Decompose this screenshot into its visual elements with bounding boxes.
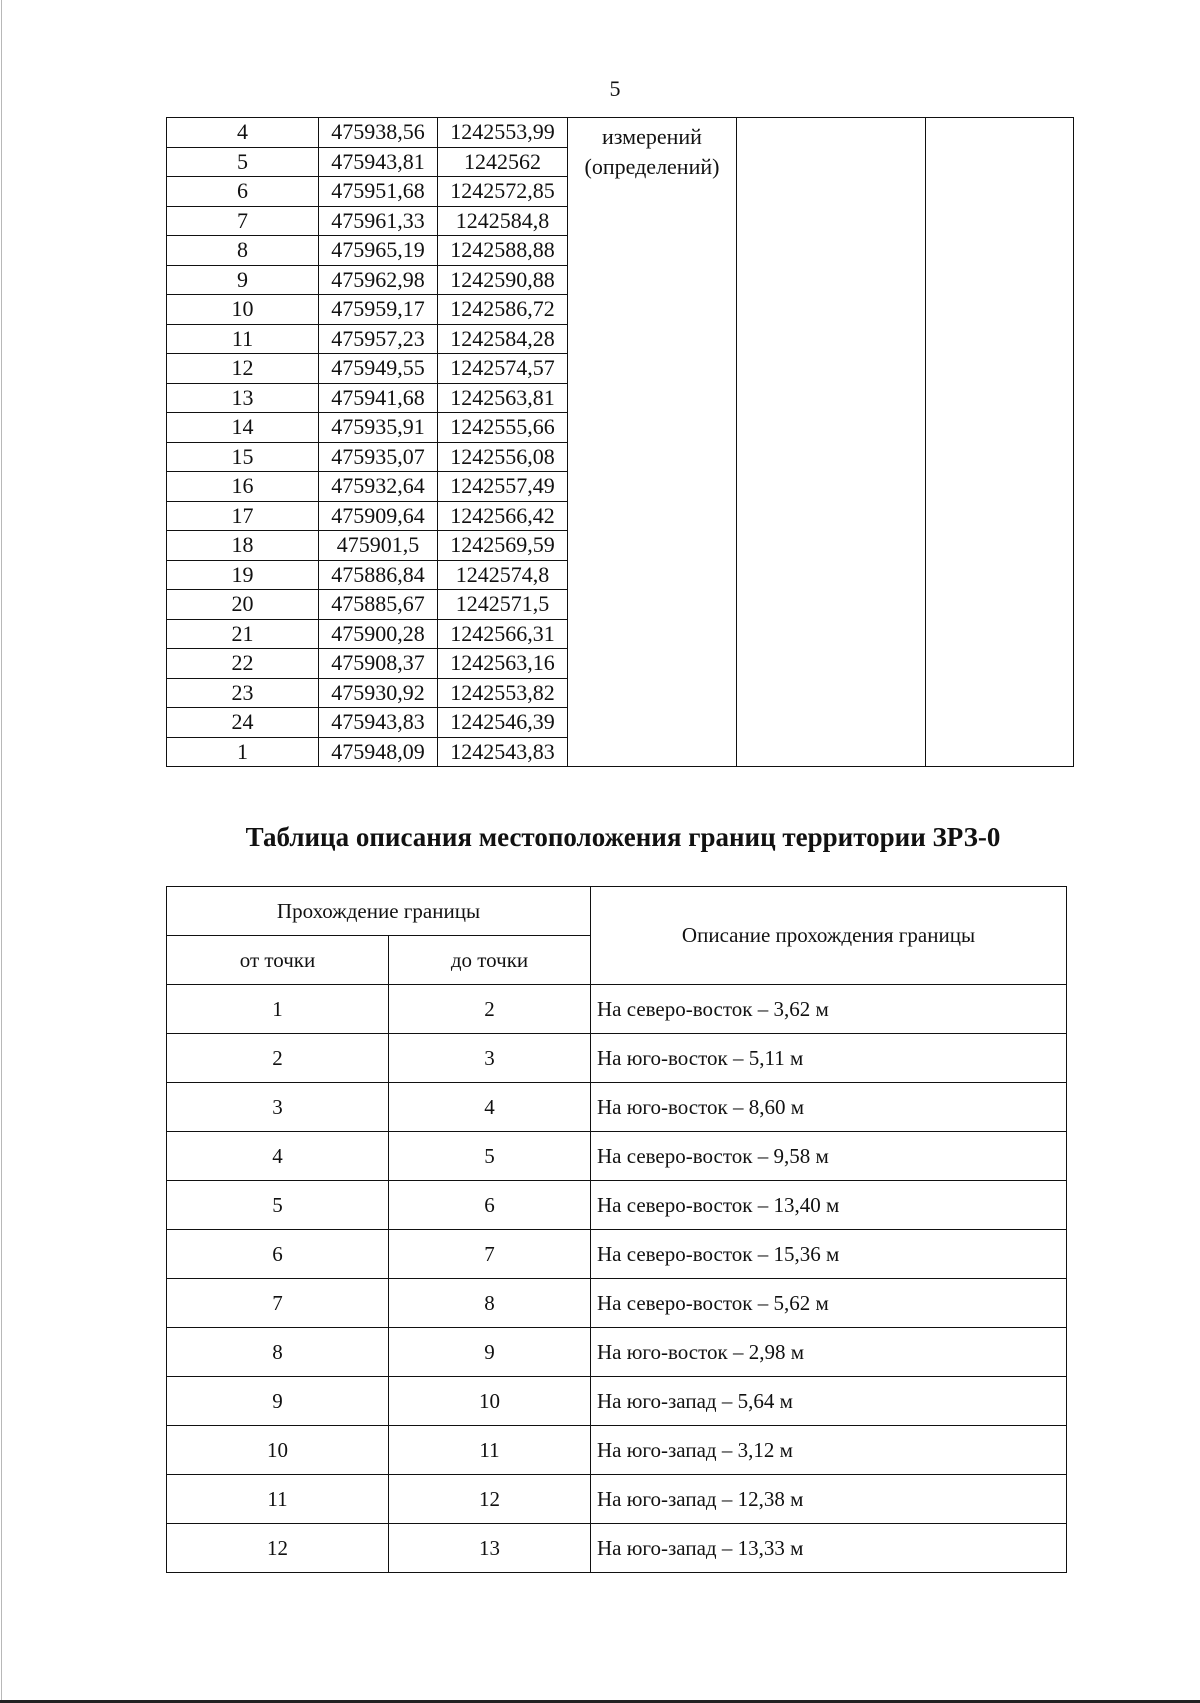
x-coordinate-cell: 475935,91 — [319, 413, 438, 443]
point-number-cell: 1 — [167, 737, 319, 767]
x-coordinate-cell: 475935,07 — [319, 442, 438, 472]
boundary-row — [167, 1524, 1067, 1573]
method-cell — [568, 118, 737, 767]
boundary-row — [167, 1132, 1067, 1181]
point-number-cell: 10 — [167, 295, 319, 325]
point-number-cell: 17 — [167, 501, 319, 531]
boundary-row — [167, 1083, 1067, 1132]
x-coordinate-cell: 475908,37 — [319, 649, 438, 679]
header-boundary-passage: Прохождение границы — [167, 887, 591, 936]
y-coordinate-cell: 1242588,88 — [438, 236, 568, 266]
description-cell: На юго-запад – 5,64 м — [591, 1377, 1067, 1426]
from-point-cell: 4 — [167, 1132, 389, 1181]
to-point-cell: 2 — [389, 985, 591, 1034]
boundary-row — [167, 1377, 1067, 1426]
y-coordinate-cell: 1242553,82 — [438, 678, 568, 708]
x-coordinate-cell: 475886,84 — [319, 560, 438, 590]
point-number-cell: 19 — [167, 560, 319, 590]
header-row — [167, 887, 1067, 936]
from-point-cell: 11 — [167, 1475, 389, 1524]
x-coordinate-cell: 475930,92 — [319, 678, 438, 708]
y-coordinate-cell: 1242543,83 — [438, 737, 568, 767]
x-coordinate-cell: 475951,68 — [319, 177, 438, 207]
point-number-cell: 4 — [167, 118, 319, 148]
y-coordinate-cell: 1242566,31 — [438, 619, 568, 649]
to-point-cell: 4 — [389, 1083, 591, 1132]
to-point-cell: 10 — [389, 1377, 591, 1426]
header-from-point: от точки — [167, 936, 389, 985]
to-point-cell: 13 — [389, 1524, 591, 1573]
boundary-row — [167, 1181, 1067, 1230]
x-coordinate-cell: 475900,28 — [319, 619, 438, 649]
point-number-cell: 23 — [167, 678, 319, 708]
point-number-cell: 16 — [167, 472, 319, 502]
y-coordinate-cell: 1242556,08 — [438, 442, 568, 472]
point-number-cell: 11 — [167, 324, 319, 354]
to-point-cell: 9 — [389, 1328, 591, 1377]
x-coordinate-cell: 475961,33 — [319, 206, 438, 236]
y-coordinate-cell: 1242584,28 — [438, 324, 568, 354]
y-coordinate-cell: 1242569,59 — [438, 531, 568, 561]
table-title: Таблица описания местоположения границ территории ЗРЗ-0 — [245, 822, 1001, 852]
x-coordinate-cell: 475941,68 — [319, 383, 438, 413]
x-coordinate-cell: 475962,98 — [319, 265, 438, 295]
x-coordinate-cell: 475965,19 — [319, 236, 438, 266]
x-coordinate-cell: 475932,64 — [319, 472, 438, 502]
header-description: Описание прохождения границы — [591, 887, 1067, 985]
from-point-cell: 8 — [167, 1328, 389, 1377]
y-coordinate-cell: 1242563,81 — [438, 383, 568, 413]
point-number-cell: 15 — [167, 442, 319, 472]
coordinates-table-body — [167, 118, 1074, 767]
from-point-cell: 3 — [167, 1083, 389, 1132]
description-cell: На северо-восток – 3,62 м — [591, 985, 1067, 1034]
description-cell: На юго-восток – 2,98 м — [591, 1328, 1067, 1377]
x-coordinate-cell: 475901,5 — [319, 531, 438, 561]
description-cell: На юго-запад – 13,33 м — [591, 1524, 1067, 1573]
boundary-description-body — [167, 985, 1067, 1573]
point-number-cell: 12 — [167, 354, 319, 384]
description-cell: На северо-восток – 13,40 м — [591, 1181, 1067, 1230]
x-coordinate-cell: 475957,23 — [319, 324, 438, 354]
to-point-cell: 12 — [389, 1475, 591, 1524]
boundary-row — [167, 1328, 1067, 1377]
to-point-cell: 6 — [389, 1181, 591, 1230]
description-cell: На юго-запад – 12,38 м — [591, 1475, 1067, 1524]
to-point-cell: 5 — [389, 1132, 591, 1181]
point-number-cell: 13 — [167, 383, 319, 413]
y-coordinate-cell: 1242571,5 — [438, 590, 568, 620]
point-number-cell: 14 — [167, 413, 319, 443]
y-coordinate-cell: 1242555,66 — [438, 413, 568, 443]
x-coordinate-cell: 475949,55 — [319, 354, 438, 384]
y-coordinate-cell: 1242566,42 — [438, 501, 568, 531]
from-point-cell: 9 — [167, 1377, 389, 1426]
boundary-row — [167, 985, 1067, 1034]
from-point-cell: 7 — [167, 1279, 389, 1328]
description-cell: На северо-восток – 9,58 м — [591, 1132, 1067, 1181]
x-coordinate-cell: 475959,17 — [319, 295, 438, 325]
description-cell: На северо-восток – 15,36 м — [591, 1230, 1067, 1279]
description-cell: На юго-восток – 5,11 м — [591, 1034, 1067, 1083]
method-text-line: измерений — [602, 124, 702, 149]
coordinates-table — [166, 117, 1074, 767]
y-coordinate-cell: 1242563,16 — [438, 649, 568, 679]
coord-row — [167, 118, 1074, 148]
y-coordinate-cell: 1242553,99 — [438, 118, 568, 148]
header-to-point: до точки — [389, 936, 591, 985]
point-number-cell: 7 — [167, 206, 319, 236]
y-coordinate-cell: 1242546,39 — [438, 708, 568, 738]
x-coordinate-cell: 475885,67 — [319, 590, 438, 620]
to-point-cell: 11 — [389, 1426, 591, 1475]
boundary-row — [167, 1426, 1067, 1475]
point-number-cell: 8 — [167, 236, 319, 266]
x-coordinate-cell: 475948,09 — [319, 737, 438, 767]
boundary-description-table — [166, 886, 1067, 1573]
point-number-cell: 21 — [167, 619, 319, 649]
method-text-line: (определений) — [584, 154, 720, 179]
empty-cell-a — [737, 118, 926, 767]
point-number-cell: 24 — [167, 708, 319, 738]
from-point-cell: 6 — [167, 1230, 389, 1279]
boundary-row — [167, 1034, 1067, 1083]
page-number: 5 — [609, 76, 621, 101]
boundary-row — [167, 1230, 1067, 1279]
empty-cell-b — [926, 118, 1074, 767]
from-point-cell: 12 — [167, 1524, 389, 1573]
from-point-cell: 10 — [167, 1426, 389, 1475]
x-coordinate-cell: 475938,56 — [319, 118, 438, 148]
y-coordinate-cell: 1242574,57 — [438, 354, 568, 384]
x-coordinate-cell: 475909,64 — [319, 501, 438, 531]
description-cell: На юго-восток – 8,60 м — [591, 1083, 1067, 1132]
y-coordinate-cell: 1242572,85 — [438, 177, 568, 207]
point-number-cell: 9 — [167, 265, 319, 295]
x-coordinate-cell: 475943,83 — [319, 708, 438, 738]
from-point-cell: 1 — [167, 985, 389, 1034]
to-point-cell: 7 — [389, 1230, 591, 1279]
point-number-cell: 18 — [167, 531, 319, 561]
y-coordinate-cell: 1242590,88 — [438, 265, 568, 295]
boundary-row — [167, 1475, 1067, 1524]
y-coordinate-cell: 1242586,72 — [438, 295, 568, 325]
description-cell: На северо-восток – 5,62 м — [591, 1279, 1067, 1328]
y-coordinate-cell: 1242562 — [438, 147, 568, 177]
point-number-cell: 6 — [167, 177, 319, 207]
to-point-cell: 3 — [389, 1034, 591, 1083]
point-number-cell: 22 — [167, 649, 319, 679]
from-point-cell: 5 — [167, 1181, 389, 1230]
point-number-cell: 5 — [167, 147, 319, 177]
boundary-row — [167, 1279, 1067, 1328]
description-cell: На юго-запад – 3,12 м — [591, 1426, 1067, 1475]
from-point-cell: 2 — [167, 1034, 389, 1083]
x-coordinate-cell: 475943,81 — [319, 147, 438, 177]
y-coordinate-cell: 1242584,8 — [438, 206, 568, 236]
y-coordinate-cell: 1242557,49 — [438, 472, 568, 502]
to-point-cell: 8 — [389, 1279, 591, 1328]
y-coordinate-cell: 1242574,8 — [438, 560, 568, 590]
point-number-cell: 20 — [167, 590, 319, 620]
